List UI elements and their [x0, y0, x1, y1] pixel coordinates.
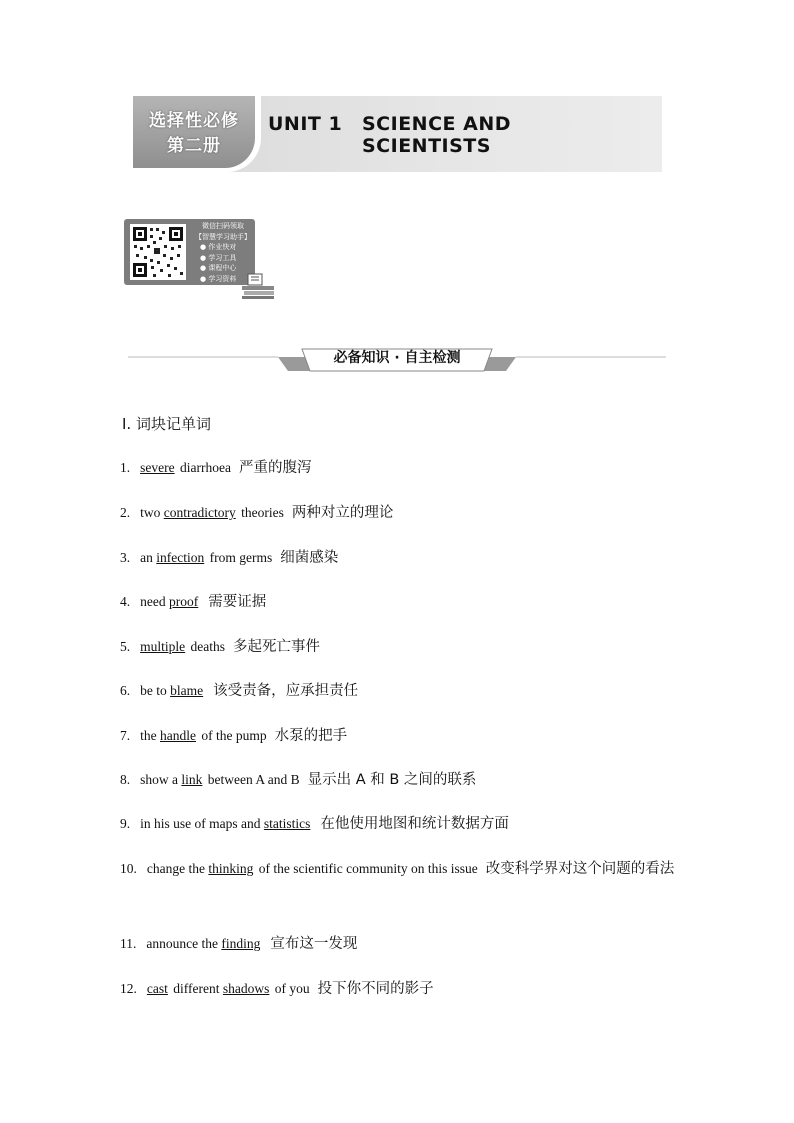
vocab-translation: 改变科学界对这个问题的看法	[485, 861, 675, 877]
qr-bullet: ● 课程中心	[200, 264, 237, 272]
vocab-prefix: be to	[140, 683, 171, 698]
vocab-suffix: from germs	[206, 550, 273, 565]
book-volume-tab	[133, 96, 255, 168]
vocab-prefix: need	[140, 594, 169, 609]
vocab-suffix: between A and B	[204, 772, 300, 787]
vocab-item	[120, 809, 680, 839]
vocab-answer: shadows	[222, 981, 270, 996]
vocab-answer: severe	[140, 460, 175, 475]
vocab-answer: handle	[160, 728, 196, 743]
section-heading: Ⅰ. 词块记单词	[122, 415, 211, 433]
vocab-suffix: of you	[271, 981, 310, 996]
vocab-prefix: the	[140, 728, 160, 743]
vocab-translation: 投下你不同的影子	[317, 981, 434, 997]
vocab-number: 4.	[120, 594, 131, 609]
vocab-translation: 严重的腹泻	[238, 460, 312, 476]
vocab-translation: 水泵的把手	[274, 728, 348, 744]
vocab-prefix: announce the	[146, 936, 222, 951]
vocab-item	[120, 721, 680, 751]
vocab-translation: 细菌感染	[280, 550, 339, 566]
vocab-number: 7.	[120, 728, 131, 743]
vocab-answer: cast	[146, 981, 168, 996]
vocab-translation: 在他使用地图和统计数据方面	[320, 816, 509, 832]
unit-label: UNIT 1	[268, 113, 343, 135]
vocab-suffix: theories	[237, 505, 284, 520]
vocab-answer: thinking	[208, 861, 254, 876]
vocab-item	[120, 974, 680, 1004]
section-title: 必备知识 · 自主检测	[333, 350, 461, 366]
vocab-prefix: change the	[146, 861, 209, 876]
qr-code-icon	[130, 224, 186, 280]
vocab-answer: contradictory	[163, 505, 236, 520]
vocab-number: 2.	[120, 505, 131, 520]
tab-line-1: 选择性必修	[149, 111, 239, 131]
qr-subcaption: 【智慧学习助手】	[195, 232, 251, 241]
vocab-translation: 两种对立的理论	[291, 505, 394, 521]
qr-code-panel	[124, 219, 255, 285]
vocab-item	[120, 765, 680, 795]
vocab-suffix: deaths	[187, 639, 225, 654]
unit-banner	[133, 96, 662, 172]
vocab-item	[120, 929, 680, 959]
qr-bullet: ● 学习工具	[200, 253, 237, 262]
vocab-translation: 多起死亡事件	[233, 639, 320, 655]
vocab-suffix: different	[169, 981, 223, 996]
vocab-answer: infection	[156, 550, 205, 565]
qr-caption: 微信扫码领取	[202, 222, 244, 230]
vocab-item	[120, 632, 680, 662]
vocab-number: 6.	[120, 683, 131, 698]
vocab-item	[120, 676, 680, 706]
qr-bullet: ● 学习资料	[200, 274, 237, 283]
vocab-answer: blame	[170, 683, 204, 698]
vocab-answer: proof	[168, 594, 199, 609]
vocab-item	[120, 453, 680, 483]
vocab-translation: 需要证据	[208, 594, 267, 610]
vocab-suffix: of the pump	[198, 728, 267, 743]
vocab-number: 1.	[120, 460, 131, 475]
vocab-number: 10.	[120, 861, 137, 876]
vocab-prefix: two	[140, 505, 164, 520]
books-icon	[242, 272, 274, 300]
vocab-number: 8.	[120, 772, 131, 787]
vocab-item	[120, 854, 680, 884]
vocab-answer: link	[181, 772, 203, 787]
section-divider	[128, 343, 666, 373]
unit-title-line-2: SCIENTISTS	[362, 135, 491, 157]
vocab-suffix: diarrhoea	[176, 460, 231, 475]
vocab-item	[120, 498, 680, 528]
unit-title	[362, 113, 511, 157]
vocab-number: 9.	[120, 816, 131, 831]
vocab-prefix: an	[140, 550, 157, 565]
vocab-prefix: in his use of maps and	[140, 816, 264, 831]
vocab-item	[120, 543, 680, 573]
unit-title-line-1: SCIENCE AND	[362, 113, 511, 135]
vocab-translation: 显示出 A 和 B 之间的联系	[307, 772, 477, 788]
tab-line-2: 第二册	[167, 136, 221, 156]
vocab-translation: 该受责备，应承担责任	[213, 683, 359, 699]
vocab-answer: multiple	[140, 639, 186, 654]
vocab-number: 11.	[120, 936, 137, 951]
vocab-prefix: show a	[140, 772, 182, 787]
vocab-suffix: of the scientific community on this issue	[255, 861, 478, 876]
qr-code[interactable]	[130, 224, 186, 280]
vocab-answer: finding	[221, 936, 261, 951]
vocab-number: 12.	[120, 981, 137, 996]
vocab-number: 3.	[120, 550, 131, 565]
qr-bullet: ● 作业快对	[200, 243, 237, 251]
vocab-answer: statistics	[263, 816, 311, 831]
vocab-number: 5.	[120, 639, 131, 654]
vocab-translation: 宣布这一发现	[270, 936, 358, 952]
vocab-item	[120, 587, 680, 617]
